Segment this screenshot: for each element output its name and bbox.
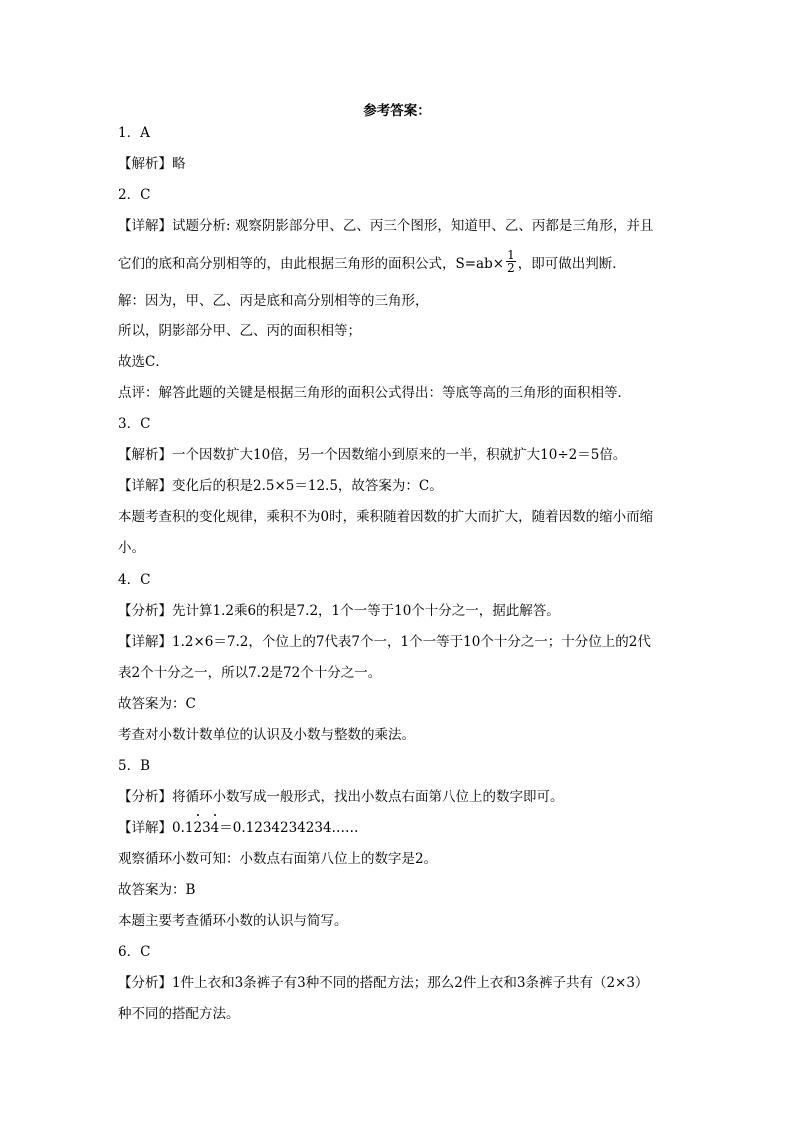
answer-line: 观察循环小数可知：小数点右面第八位上的数字是2。 — [118, 851, 438, 867]
answer-line: 【解析】略 — [118, 156, 186, 172]
repeating-digit: 3 — [202, 820, 211, 836]
answer-line: 【详解】1.2×6＝7.2，个位上的7代表7个一，1个一等于10个十分之一；十分位上的2代 — [118, 634, 651, 650]
answer-line: 【分析】将循环小数写成一般形式，找出小数点右面第八位上的数字即可。 — [118, 789, 564, 805]
answer-line: 所以，阴影部分甲、乙、丙的面积相等； — [118, 323, 361, 339]
answer-line: 【解析】一个因数扩大10倍，另一个因数缩小到原来的一半，积就扩大10÷2＝5倍。 — [118, 447, 627, 463]
formula-text-before: 它们的底和高分别相等的，由此根据三角形的面积公式， — [118, 256, 456, 272]
answer-line: 故选C． — [118, 354, 169, 370]
answer-line: 点评：解答此题的关键是根据三角形的面积公式得出：等底等高的三角形的面积相等． — [118, 385, 631, 401]
answer-line: 【详解】试题分析: 观察阴影部分甲、乙、丙三个图形，知道甲、乙、丙都是三角形，并且 — [118, 218, 654, 234]
repeat-dot-icon — [214, 814, 216, 816]
answer-line: 【分析】先计算1.2乘6的积是7.2，1个一等于10个十分之一，据此解答。 — [118, 603, 560, 619]
half-fraction — [506, 249, 516, 274]
answer-line: 故答案为：B — [118, 882, 196, 898]
decimal-lead: 0.1 — [172, 820, 194, 836]
repeating-digit: 2 — [193, 818, 202, 838]
area-formula: S=ab× — [455, 256, 505, 272]
repeat-dot-icon — [197, 814, 199, 816]
formula-line — [118, 248, 626, 277]
answer-line: 种不同的搭配方法。 — [118, 1006, 240, 1022]
repeating-digit: 4 — [211, 818, 220, 838]
repeating-decimal-line — [118, 818, 359, 838]
answer-line: 本题考查积的变化规律，乘积不为0时，乘积随着因数的扩大而扩大，随着因数的缩小而缩 — [118, 509, 654, 525]
answer-line: 【详解】变化后的积是2.5×5＝12.5，故答案为：C。 — [118, 478, 443, 494]
answer-line: 5．B — [118, 758, 151, 774]
page-title: 参考答案： — [363, 103, 431, 119]
answer-line: 【分析】1件上衣和3条裤子有3种不同的搭配方法；那么2件上衣和3条裤子共有（2×3） — [118, 975, 649, 991]
fraction-numerator: 1 — [507, 248, 515, 262]
answer-line: 本题主要考查循环小数的认识与简写。 — [118, 913, 348, 929]
answer-line: 表2个十分之一，所以7.2是72个十分之一。 — [118, 665, 382, 681]
answer-line: 1．A — [118, 125, 150, 141]
answer-line: 3．C — [118, 416, 151, 432]
answer-line: 故答案为：C — [118, 696, 196, 712]
answer-line: 小。 — [118, 540, 145, 556]
fraction-denominator: 2 — [507, 261, 515, 275]
answer-line: 2．C — [118, 187, 151, 203]
answer-line: 4．C — [118, 572, 151, 588]
answer-line: 解：因为，甲、乙、丙是底和高分别相等的三角形， — [118, 293, 429, 309]
decimal-expansion: ＝0.1234234234…… — [219, 820, 359, 836]
answer-line: 考查对小数计数单位的认识及小数与整数的乘法。 — [118, 727, 415, 743]
formula-text-after: ，即可做出判断． — [517, 256, 626, 272]
answer-line: 6．C — [118, 944, 151, 960]
detail-prefix: 【详解】 — [118, 820, 172, 836]
